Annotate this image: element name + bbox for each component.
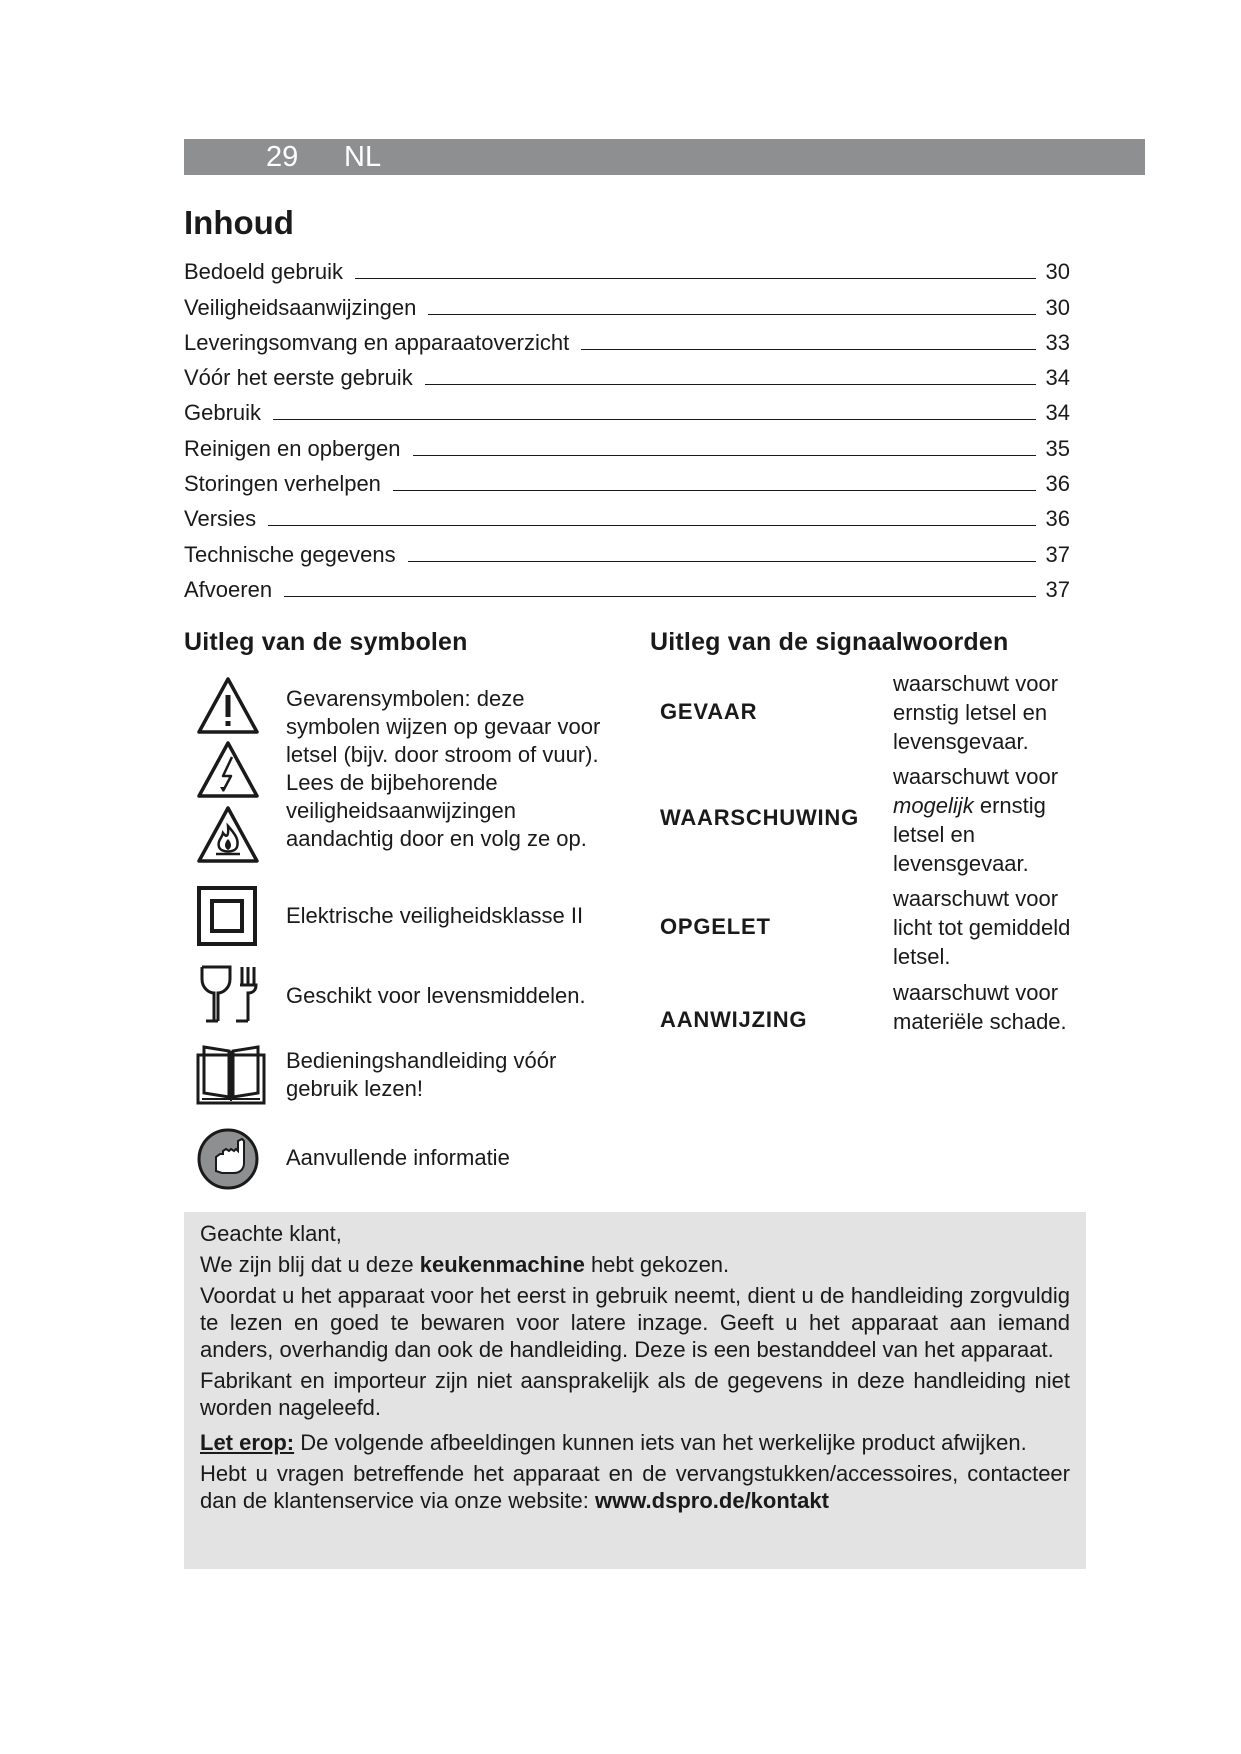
toc-entry[interactable] xyxy=(184,250,1070,285)
toc-entry-page: 37 xyxy=(1045,576,1070,602)
notice-liability: Fabrikant en importeur zijn niet aansprakelijk als de gegevens in deze handleiding niet worden nageleefd. xyxy=(200,1368,1070,1420)
toc-leader-line xyxy=(273,419,1036,420)
toc-leader-line xyxy=(268,525,1036,526)
note-text: De volgende afbeeldingen kunnen iets van het werkelijke product afwijken. xyxy=(300,1430,1027,1455)
toc-entry-page: 36 xyxy=(1045,506,1070,532)
toc-entry-page: 37 xyxy=(1045,541,1070,567)
toc-entry-page: 33 xyxy=(1045,329,1070,355)
additional-info-icon xyxy=(196,1127,260,1191)
notice-intro-prefix: We zijn blij dat u deze xyxy=(200,1252,414,1277)
warning-description-suffix: ernstig letsel en levensgevaar. xyxy=(893,793,1046,876)
toc-entry-label: Bedoeld gebruik xyxy=(184,259,344,285)
notice-product-name: keukenmachine xyxy=(419,1252,585,1277)
table-of-contents xyxy=(184,250,1070,603)
toc-entry-page: 36 xyxy=(1045,471,1070,497)
toc-leader-line xyxy=(581,349,1036,350)
page-header-bar xyxy=(184,139,1145,175)
toc-entry-label: Reinigen en opbergen xyxy=(184,435,401,461)
toc-entry-page: 34 xyxy=(1045,365,1070,391)
signal-words-section-title: Uitleg van de signaalwoorden xyxy=(650,628,1009,656)
toc-title: Inhoud xyxy=(184,204,294,241)
toc-entry[interactable] xyxy=(184,391,1070,426)
toc-entry-label: Gebruik xyxy=(184,400,262,426)
toc-entry-label: Versies xyxy=(184,506,257,532)
toc-leader-line xyxy=(413,455,1036,456)
food-safe-icon xyxy=(196,963,260,1027)
notice-intro-suffix: hebt gekozen. xyxy=(590,1252,730,1277)
toc-entry-page: 35 xyxy=(1045,435,1070,461)
toc-leader-line xyxy=(284,596,1036,597)
signal-word-warning: WAARSCHUWING xyxy=(660,805,860,830)
toc-entry-label: Storingen verhelpen xyxy=(184,471,381,497)
toc-leader-line xyxy=(425,384,1036,385)
toc-leader-line xyxy=(428,314,1036,315)
toc-entry[interactable] xyxy=(184,462,1070,497)
language-code: NL xyxy=(344,141,382,173)
warning-description-emphasis: mogelijk xyxy=(893,793,974,818)
signal-word-notice-description: waarschuwt voor materiële schade. xyxy=(893,980,1067,1034)
notice-note xyxy=(200,1429,1070,1456)
toc-entry-page: 34 xyxy=(1045,400,1070,426)
fire-hazard-icon xyxy=(196,805,260,865)
page-number: 29 xyxy=(266,141,299,173)
toc-leader-line xyxy=(393,490,1036,491)
customer-notice-box xyxy=(184,1212,1086,1569)
safety-class-ii-icon xyxy=(196,885,258,947)
toc-entry[interactable] xyxy=(184,285,1070,320)
toc-entry-label: Afvoeren xyxy=(184,576,273,602)
toc-entry[interactable] xyxy=(184,568,1070,603)
toc-leader-line xyxy=(355,278,1036,279)
toc-entry-label: Technische gegevens xyxy=(184,541,396,567)
toc-entry-label: Veiligheidsaanwijzingen xyxy=(184,294,417,320)
toc-entry[interactable] xyxy=(184,321,1070,356)
signal-word-caution: OPGELET xyxy=(660,914,771,939)
toc-entry-label: Leveringsomvang en apparaatoverzicht xyxy=(184,329,570,355)
notice-intro xyxy=(200,1251,1070,1278)
toc-entry-page: 30 xyxy=(1045,259,1070,285)
food-safe-text: Geschikt voor levensmiddelen. xyxy=(286,983,586,1008)
contact-text: Hebt u vragen betreffende het apparaat en de vervangstukken/accessoires, contacteer dan de klantenservice via onze website: xyxy=(200,1461,1070,1513)
toc-entry[interactable] xyxy=(184,356,1070,391)
notice-contact xyxy=(200,1460,1070,1514)
notice-paragraph: Voordat u het apparaat voor het eerst in gebruik neemt, dient u de handleiding zorgvuldig te lezen en goed te bewaren voor latere inzage. Geeft u het apparaat aan iemand anders, overhandig dan ook de handleiding. Deze is een bestanddeel van het apparaat. xyxy=(200,1283,1070,1362)
hazard-symbols-text: Gevarensymbolen: deze symbolen wijzen op gevaar voor letsel (bijv. door stroom of vuur). Lees de bijbehorende veiligheidsaanwijzingen aandachtig door en volg ze op. xyxy=(286,686,601,851)
read-manual-text: Bedieningshandleiding vóór gebruik lezen! xyxy=(286,1048,557,1101)
electric-hazard-icon xyxy=(196,740,260,800)
notice-greeting: Geachte klant, xyxy=(200,1221,342,1246)
warning-description-prefix: waarschuwt voor xyxy=(893,764,1059,789)
signal-word-caution-description: waarschuwt voor licht tot gemiddeld letsel. xyxy=(893,886,1071,969)
toc-entry[interactable] xyxy=(184,532,1070,567)
note-label: Let erop: xyxy=(200,1430,295,1455)
symbols-section-title: Uitleg van de symbolen xyxy=(184,628,468,656)
signal-word-warning-description xyxy=(893,762,1083,878)
toc-leader-line xyxy=(408,561,1036,562)
additional-info-text: Aanvullende informatie xyxy=(286,1145,510,1170)
signal-word-danger-description: waarschuwt voor ernstig letsel en levensgevaar. xyxy=(893,671,1059,754)
toc-entry[interactable] xyxy=(184,497,1070,532)
signal-word-danger: GEVAAR xyxy=(660,699,758,724)
general-warning-icon xyxy=(196,676,260,736)
toc-entry-page: 30 xyxy=(1045,294,1070,320)
signal-word-notice: AANWIJZING xyxy=(660,1007,808,1032)
manual-book-icon xyxy=(196,1043,266,1105)
contact-url-link[interactable]: www.dspro.de/kontakt xyxy=(595,1488,829,1513)
toc-entry-label: Vóór het eerste gebruik xyxy=(184,365,413,391)
toc-entry[interactable] xyxy=(184,426,1070,461)
safety-class-text: Elektrische veiligheidsklasse II xyxy=(286,903,584,928)
